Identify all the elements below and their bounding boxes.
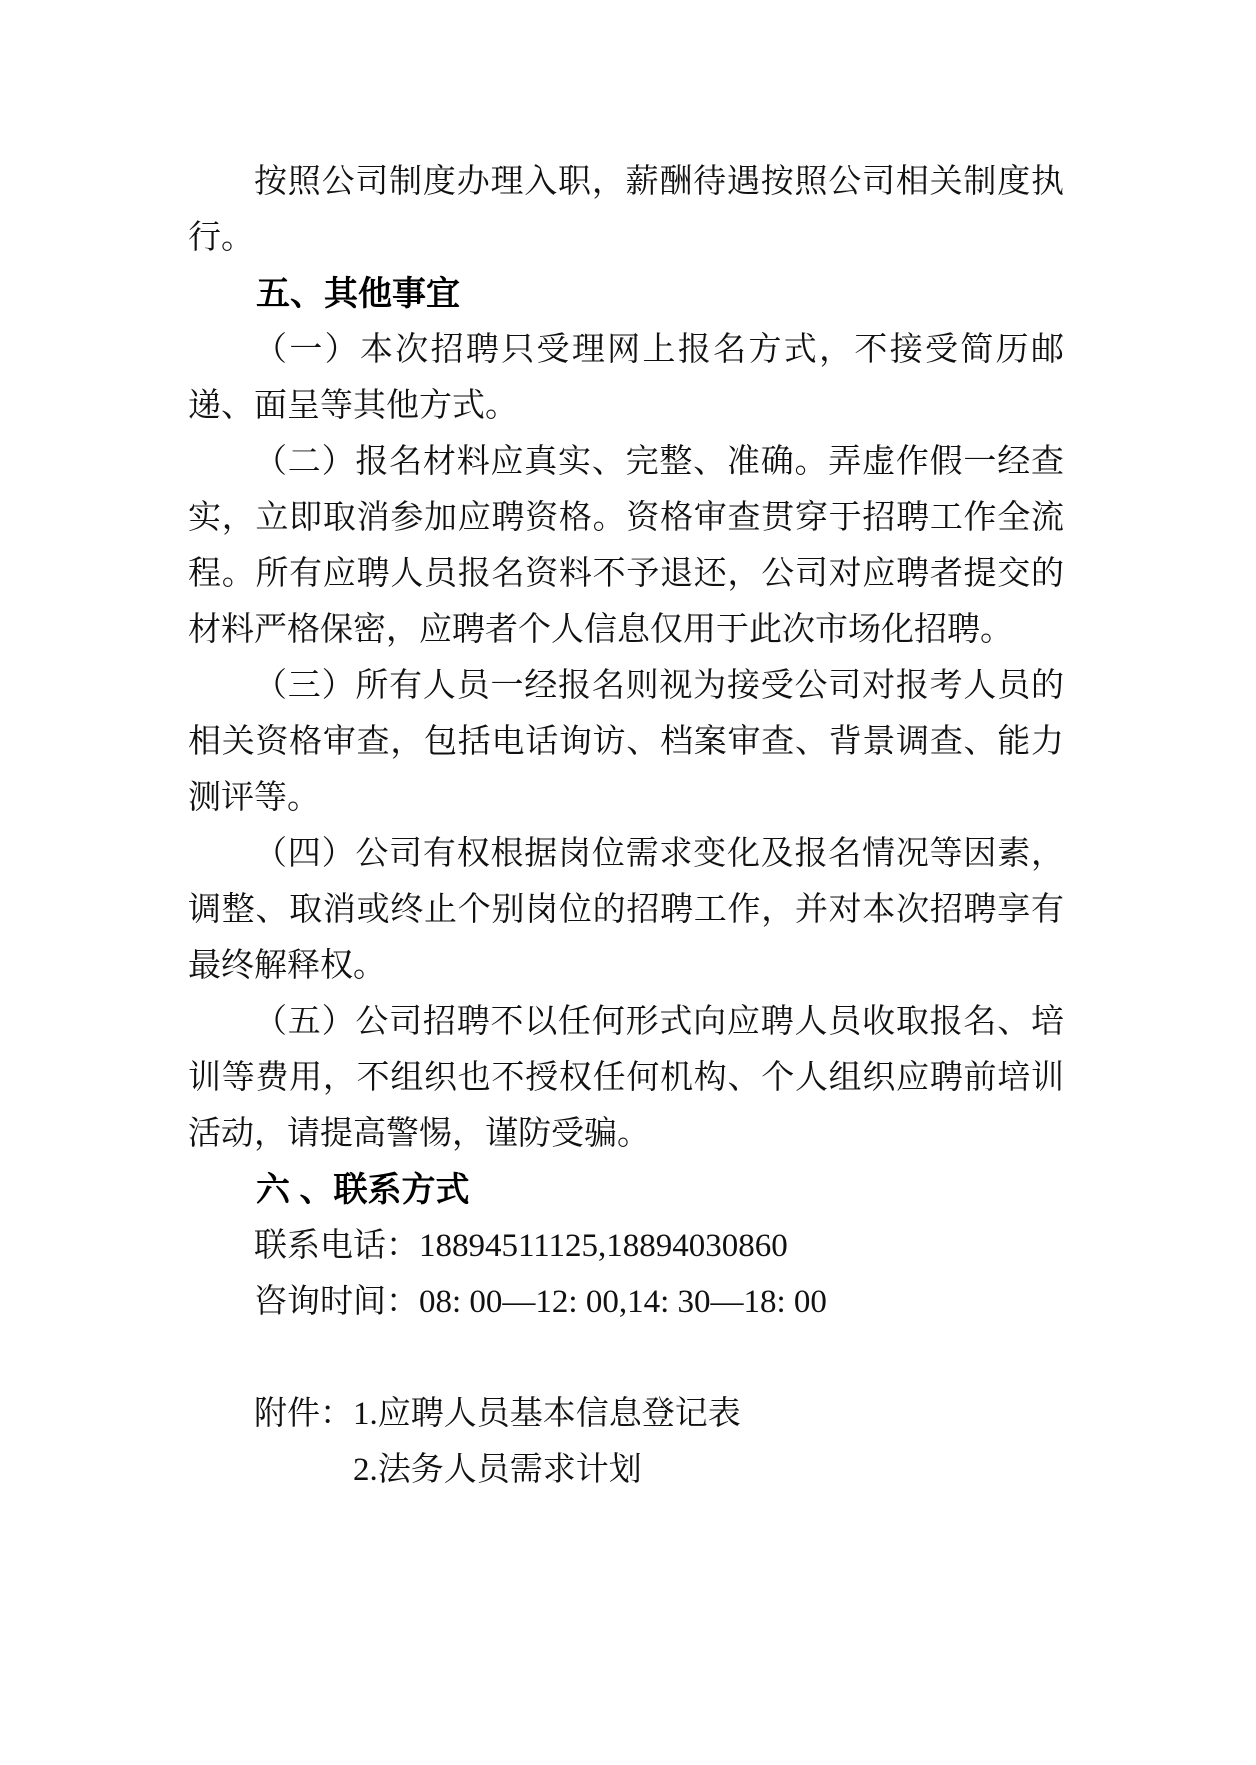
other-matters-item-2: （二）报名材料应真实、完整、准确。弄虚作假一经查实，立即取消参加应聘资格。资格审查贯穿于招聘工作全流程。所有应聘人员报名资料不予退还，公司对应聘者提交的材料严格保密，应聘者个人信息仅用于此次市场化招聘。 (188, 444, 1064, 648)
contact-phone-line: 联系电话：18894511125,18894030860 (254, 1228, 788, 1264)
document-content (188, 154, 1064, 1498)
section-heading-other-matters: 五、其他事宜 (256, 275, 460, 313)
contact-hours-line: 咨询时间：08: 00—12: 00,14: 30—18: 00 (254, 1284, 827, 1320)
other-matters-item-1: （一）本次招聘只受理网上报名方式，不接受简历邮递、面呈等其他方式。 (188, 332, 1064, 424)
section-heading-contact-info: 六 、联系方式 (256, 1171, 470, 1209)
blank-line-spacer (188, 1330, 1064, 1386)
attachments-list (353, 1386, 741, 1498)
attachment-item-2: 2.法务人员需求计划 (353, 1452, 642, 1488)
paragraph-intro: 按照公司制度办理入职，薪酬待遇按照公司相关制度执行。 (188, 164, 1064, 256)
other-matters-item-4: （四）公司有权根据岗位需求变化及报名情况等因素，调整、取消或终止个别岗位的招聘工作，并对本次招聘享有最终解释权。 (188, 836, 1064, 984)
other-matters-item-3: （三）所有人员一经报名则视为接受公司对报考人员的相关资格审查，包括电话询访、档案审查、背景调查、能力测评等。 (188, 668, 1064, 816)
attachment-item-1: 1.应聘人员基本信息登记表 (353, 1396, 741, 1432)
attachments-label: 附件： (254, 1396, 353, 1432)
attachments-block (188, 1386, 1064, 1498)
other-matters-item-5: （五）公司招聘不以任何形式向应聘人员收取报名、培训等费用，不组织也不授权任何机构、个人组织应聘前培训活动，请提高警惕，谨防受骗。 (188, 1004, 1064, 1152)
